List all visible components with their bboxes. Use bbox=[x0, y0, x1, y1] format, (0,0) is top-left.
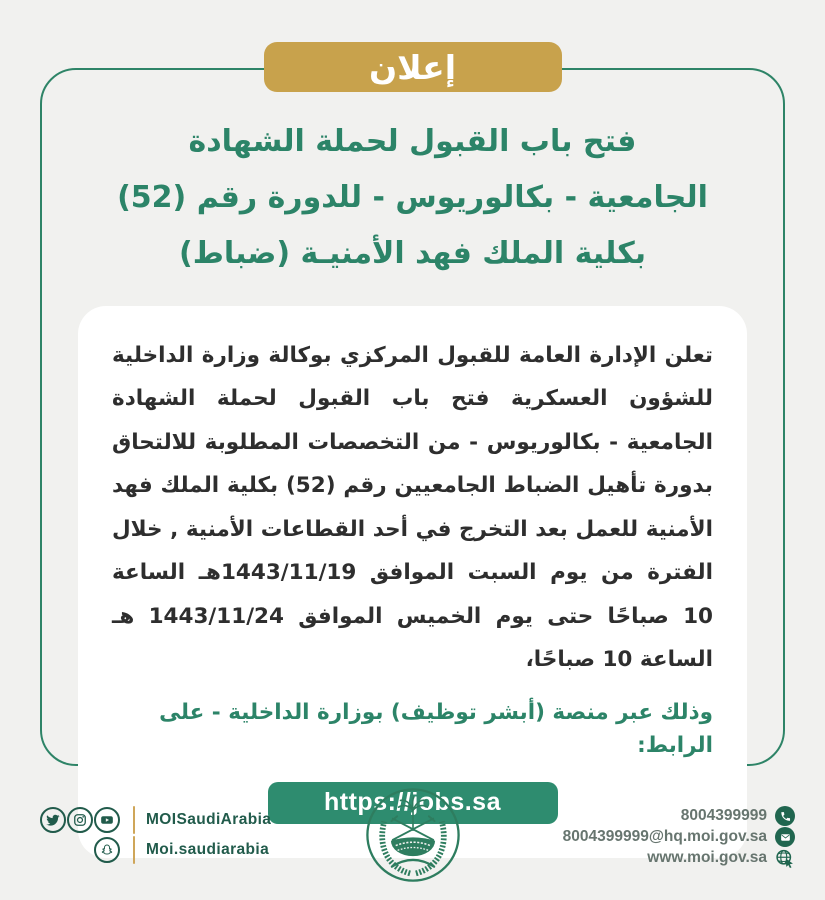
announcement-badge-label: إعلان bbox=[368, 47, 457, 87]
instagram-icon bbox=[67, 807, 93, 833]
social-handle-main: MOISaudiArabia bbox=[146, 811, 272, 828]
social-handle-snapchat: Moi.saudiarabia bbox=[146, 841, 270, 858]
snapchat-icon bbox=[94, 837, 120, 863]
contact-phone-row bbox=[681, 806, 795, 826]
mail-icon bbox=[775, 827, 795, 847]
title-line-2: الجامعية - بكالوريوس - للدورة رقم (52) bbox=[117, 180, 708, 215]
twitter-icon bbox=[40, 807, 66, 833]
announcement-badge bbox=[264, 42, 562, 92]
moi-emblem-icon bbox=[365, 787, 461, 883]
youtube-icon bbox=[94, 807, 120, 833]
contact-website: www.moi.gov.sa bbox=[647, 849, 767, 866]
footer-divider bbox=[133, 836, 135, 864]
footer-contact-block bbox=[563, 806, 795, 868]
jobs-link-label: https://jobs.sa bbox=[324, 788, 501, 817]
contact-email: 8004399999@hq.moi.gov.sa bbox=[562, 828, 767, 845]
footer-social-block bbox=[36, 806, 271, 864]
globe-icon bbox=[775, 848, 795, 868]
poster-title bbox=[42, 114, 783, 282]
announcement-body-card bbox=[78, 306, 747, 858]
contact-website-row bbox=[647, 848, 795, 868]
announcement-text: تعلن الإدارة العامة للقبول المركزي بوكالة وزارة الداخلية للشؤون العسكرية فتح باب القبول لحملة الشهادة الجامعية - بكالوريوس - من التخصصات المطلوبة للالتحاق بدورة تأهيل الضباط الجامعيين رقم (52) بكلية الملك فهد الأمنية للعمل بعد التخرج في أحد القطاعات الأمنية , خلال الفترة من يوم السبت الموافق 1443/11/19هـ الساعة 10 صباحًا حتى يوم الخميس الموافق 1443/11/24 هـ الساعة 10 صباحًا، bbox=[112, 343, 713, 672]
phone-icon bbox=[775, 806, 795, 826]
contact-phone: 8004399999 bbox=[680, 807, 767, 824]
social-row-2 bbox=[36, 836, 271, 864]
footer-divider bbox=[133, 806, 135, 834]
title-line-3: بكلية الملك فهد الأمنيـة (ضباط) bbox=[178, 236, 646, 271]
social-row-1 bbox=[36, 806, 271, 834]
platform-line: وذلك عبر منصة (أبشر توظيف) بوزارة الداخلية - على الرابط: bbox=[159, 700, 713, 758]
contact-email-row bbox=[563, 827, 795, 847]
moi-emblem-logo bbox=[365, 787, 461, 883]
title-line-1: فتح باب القبول لحملة الشهادة bbox=[188, 124, 637, 159]
